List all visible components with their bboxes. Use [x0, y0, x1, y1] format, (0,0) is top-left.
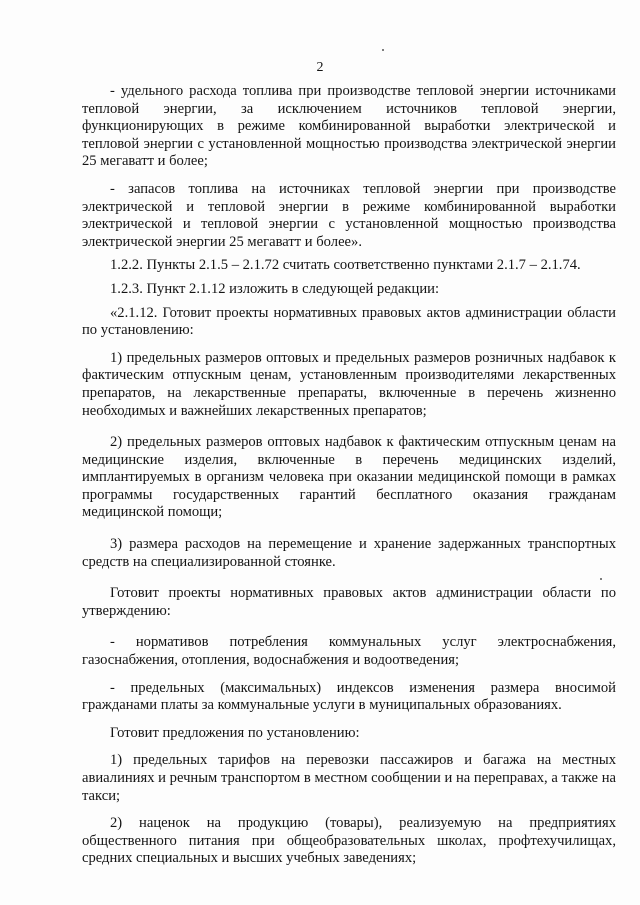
paragraph-1-2-3: 1.2.3. Пункт 2.1.12 изложить в следующей редакции:: [110, 280, 439, 297]
paragraph-fuel-reserves: - запасов топлива на источниках тепловой энергии при производстве электрической и тепловой энергии в режиме комбинированной выработки электрической и тепловой энергии с установленной мощностью производства электрической энергии 25 мегаватт и более».: [82, 180, 616, 250]
scan-speck: [382, 49, 384, 51]
paragraph-item-1-medicines: 1) предельных размеров оптовых и предельных размеров розничных надбавок к фактическим отпускным ценам, установленным производителями лекарственных препаратов, на лекарственные препараты, включенные в перечень жизненно необходимых и важнейших лекарственных препаратов;: [82, 349, 616, 419]
paragraph-approval-heading: Готовит проекты нормативных правовых актов администрации области по утверждению:: [82, 585, 616, 619]
paragraph-2-1-12: «2.1.12. Готовит проекты нормативных правовых актов администрации области по установлению:: [82, 304, 616, 339]
page-number: 2: [316, 60, 324, 75]
scan-speck: [600, 578, 602, 580]
paragraph-utility-indexes: - предельных (максимальных) индексов изменения размера вносимой гражданами платы за коммунальные услуги в муниципальных образованиях.: [82, 679, 616, 714]
paragraph-1-2-2: 1.2.2. Пункты 2.1.5 – 2.1.72 считать соответственно пунктами 2.1.7 – 2.1.74.: [110, 257, 581, 274]
paragraph-proposals-heading: Готовит предложения по установлению:: [110, 724, 360, 741]
paragraph-utility-norms: - нормативов потребления коммунальных услуг электроснабжения, газоснабжения, отопления, водоснабжения и водоотведения;: [82, 634, 616, 669]
paragraph-fuel-consumption: - удельного расхода топлива при производстве тепловой энергии источниками тепловой энергии, за исключением источников тепловой энергии, функционирующих в режиме комбинированной выработки электрической и тепловой энергии с установленной мощностью производства электрической энергии 25 мегаватт и более;: [82, 83, 616, 170]
paragraph-item-1-tariffs: 1) предельных тарифов на перевозки пассажиров и багажа на местных авиалиниях и речным транспортом в местном сообщении и на переправах, а также на такси;: [82, 752, 616, 804]
document-body: [82, 83, 616, 868]
paragraph-item-2-medical-devices: 2) предельных размеров оптовых надбавок к фактическим отпускным ценам на медицинские изделия, включенные в перечень медицинских изделий, имплантируемых в организм человека при оказании медицинской помощи в рамках программы государственных гарантий бесплатного оказания гражданам медицинской помощи;: [82, 434, 616, 521]
paragraph-item-3-vehicle-storage: 3) размера расходов на перемещение и хранение задержанных транспортных средств на специализированной стоянке.: [82, 536, 616, 570]
paragraph-item-2-markups: 2) наценок на продукцию (товары), реализуемую на предприятиях общественного питания при общеобразовательных школах, профтехучилищах, средних специальных и высших учебных заведениях;: [82, 815, 616, 867]
